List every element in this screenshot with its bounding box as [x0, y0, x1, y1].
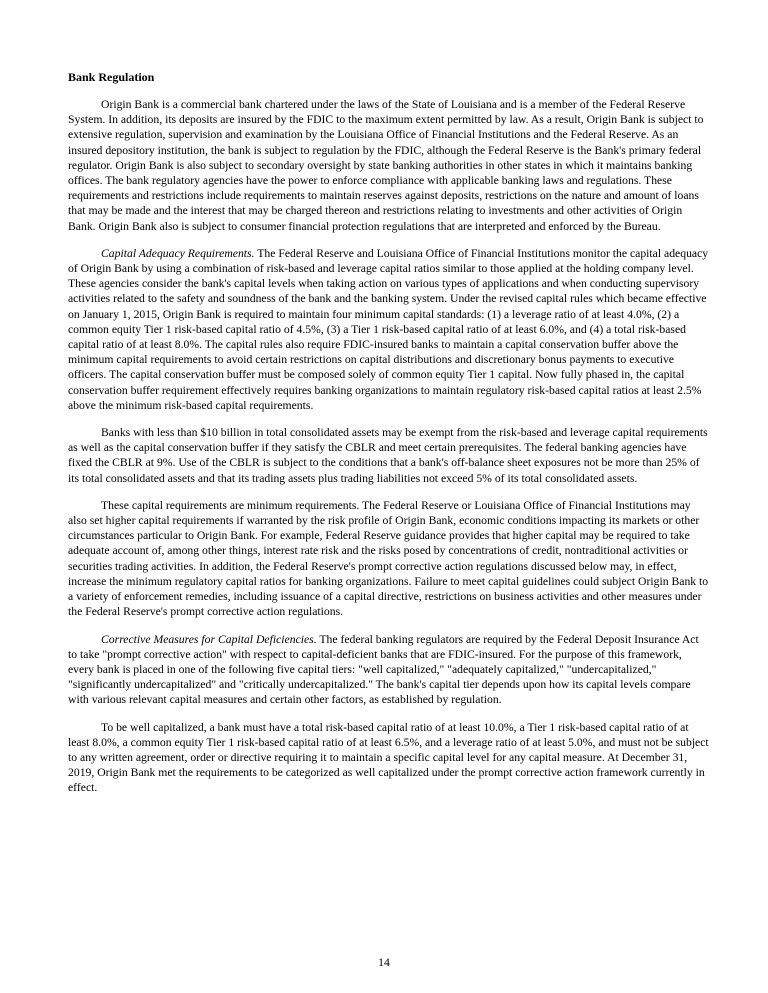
paragraph-text: The federal banking regulators are required by the Federal Deposit Insurance Act to take "prompt corrective action" with respect to capital-deficient banks that are FDIC-insured. For the purpose of this framework, every bank is placed in one of the following five capital tiers: "well capitalized," "adequately capitalized," "undercapitalized," "significantly undercapitalized" and "critically undercapitalized." The bank's capital tier depends upon how its capital levels compare with various relevant capital measures and certain other factors, as established by regulation. — [68, 632, 699, 707]
page-number: 14 — [378, 956, 390, 969]
paragraph-minimum-requirements — [68, 498, 709, 620]
page-content — [68, 70, 709, 796]
paragraph-text: These capital requirements are minimum requirements. The Federal Reserve or Louisiana Office of Financial Institutions may also set higher capital requirements if warranted by the risk profile of Origin Bank, economic conditions impacting its markets or other circumstances particular to Origin Bank. For example, Federal Reserve guidance provides that higher capital may be required to take adequate account of, among other things, interest rate risk and the risks posed by concentrations of credit, nontraditional activities or securities trading activities. In addition, the Federal Reserve's prompt corrective action regulations discussed below may, in effect, increase the minimum regulatory capital ratios for banking organizations. Failure to meet capital guidelines could subject Origin Bank to a variety of enforcement remedies, including issuance of a capital directive, restrictions on business activities and other measures under the Federal Reserve's prompt corrective action regulations. — [68, 498, 709, 619]
paragraph-lead: Capital Adequacy Requirements. — [101, 246, 255, 260]
paragraph-lead: Corrective Measures for Capital Deficiencies. — [101, 632, 317, 646]
paragraph-text: The Federal Reserve and Louisiana Office of Financial Institutions monitor the capital adequacy of Origin Bank by using a combination of risk-based and leverage capital ratios similar to those applied at the holding company level. These agencies consider the bank's capital levels when taking action on various types of applications and when conducting supervisory activities related to the safety and soundness of the bank and the banking system. Under the revised capital rules which became effective on January 1, 2015, Origin Bank is required to maintain four minimum capital standards: (1) a leverage ratio of at least 4.0%, (2) a common equity Tier 1 risk-based capital ratio of 4.5%, (3) a Tier 1 risk-based capital ratio of at least 6.0%, and (4) a total risk-based capital ratio of at least 8.0%. The capital rules also require FDIC-insured banks to maintain a capital conservation buffer above the minimum capital requirements to avoid certain restrictions on capital distributions and discretionary bonus payments to executive officers. The capital conservation buffer must be composed solely of common equity Tier 1 capital. Now fully phased in, the capital conservation buffer requirement effectively requires banking organizations to maintain regulatory risk-based capital ratios at least 2.5% above the minimum risk-based capital requirements. — [68, 246, 709, 412]
paragraph-corrective-measures — [68, 632, 709, 708]
paragraph-bank-overview — [68, 97, 709, 234]
paragraph-text: To be well capitalized, a bank must have a total risk-based capital ratio of at least 10.0%, a Tier 1 risk-based capital ratio of at least 8.0%, a common equity Tier 1 risk-based capital ratio of at least 6.5%, and a leverage ratio of at least 5.0%, and must not be subject to any written agreement, order or directive requiring it to maintain a specific capital level for any capital measure. At December 31, 2019, Origin Bank met the requirements to be categorized as well capitalized under the prompt corrective action framework currently in effect. — [68, 720, 709, 795]
section-heading: Bank Regulation — [68, 70, 155, 84]
paragraph-cblr-exemption — [68, 425, 709, 486]
paragraph-capital-adequacy — [68, 246, 709, 413]
paragraph-text: Origin Bank is a commercial bank chartered under the laws of the State of Louisiana and is a member of the Federal Reserve System. In addition, its deposits are insured by the FDIC to the maximum extent permitted by law. As a result, Origin Bank is subject to extensive regulation, supervision and examination by the Louisiana Office of Financial Institutions and the Federal Reserve. As an insured depository institution, the bank is subject to regulation by the FDIC, although the Federal Reserve is the Bank's primary federal regulator. Origin Bank is also subject to secondary oversight by state banking authorities in other states in which it maintains banking offices. The bank regulatory agencies have the power to enforce compliance with applicable banking laws and regulations. These requirements and restrictions include requirements to maintain reserves against deposits, restrictions on the nature and amount of loans that may be made and the interest that may be charged thereon and restrictions relating to investments and other activities of Origin Bank. Origin Bank also is subject to consumer financial protection regulations that are interpreted and enforced by the Bureau. — [68, 98, 704, 233]
paragraph-well-capitalized — [68, 720, 709, 796]
paragraph-text: Banks with less than $10 billion in total consolidated assets may be exempt from the risk-based and leverage capital requirements as well as the capital conservation buffer if they satisfy the CBLR and meet certain prerequisites. The federal banking agencies have fixed the CBLR at 9%. Use of the CBLR is subject to the conditions that a bank's off-balance sheet exposures not be more than 25% of its total consolidated assets and that its trading assets plus trading liabilities not exceed 5% of its total consolidated assets. — [68, 426, 708, 485]
